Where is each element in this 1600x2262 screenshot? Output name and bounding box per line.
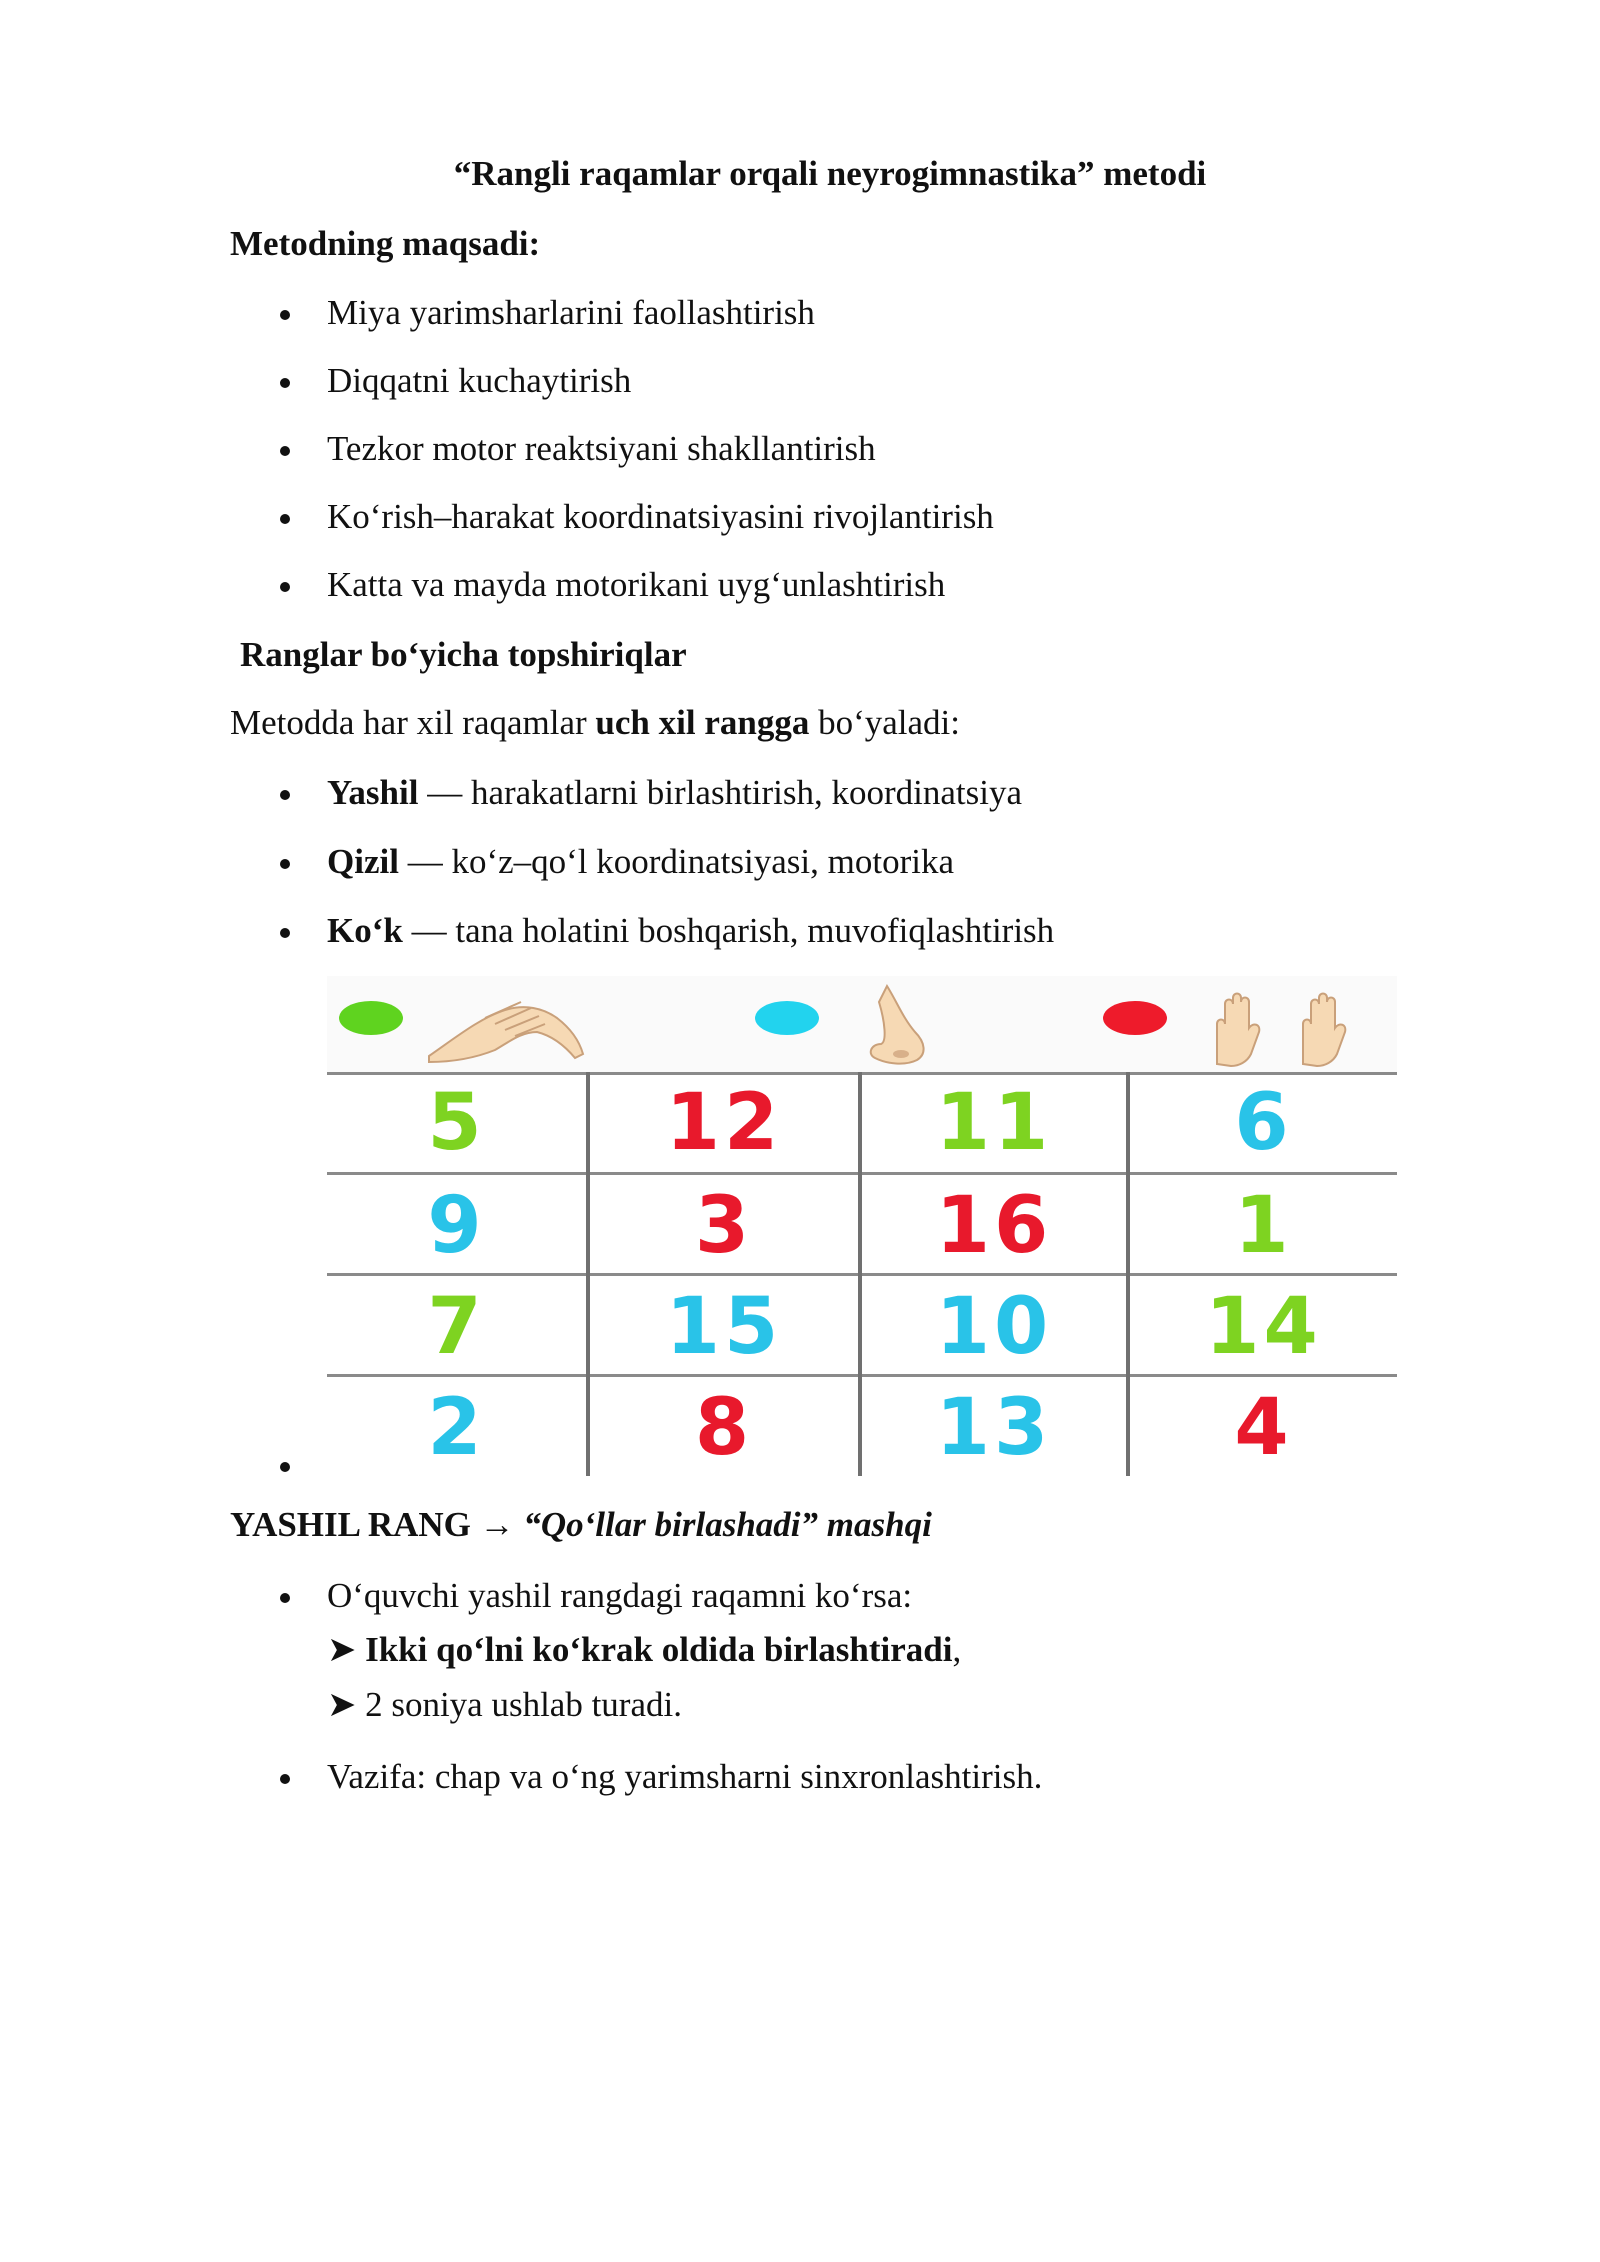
bullet xyxy=(280,859,290,869)
grid-number: 14 xyxy=(1205,1281,1322,1372)
bullet xyxy=(280,928,290,938)
goal-item: Tezkor motor reaktsiyani shakllantirish xyxy=(327,429,876,468)
grid-number: 11 xyxy=(935,1077,1053,1168)
page-title: “Rangli raqamlar orqali neyrogimnastika” metodi xyxy=(453,154,1207,193)
bullet xyxy=(280,1774,290,1784)
exercise-line: O‘quvchi yashil rangdagi raqamni ko‘rsa: xyxy=(327,1576,913,1615)
red-dot xyxy=(1103,1001,1167,1035)
green-dot xyxy=(339,1001,403,1035)
bullet xyxy=(280,790,290,800)
grid-number: 10 xyxy=(935,1281,1053,1372)
color-name: Yashil xyxy=(327,773,419,812)
bullet xyxy=(280,1593,290,1603)
grid-number: 6 xyxy=(1234,1077,1293,1168)
exercise-task: Vazifa: chap va o‘ng yarimsharni sinxronlashtirish. xyxy=(327,1757,1043,1796)
color-name: Ko‘k xyxy=(327,911,403,950)
color-task-item xyxy=(327,840,954,884)
exercise-heading xyxy=(230,1503,932,1547)
arrow: ➤ xyxy=(327,1630,366,1669)
color-desc: — ko‘z–qo‘l koordinatsiyasi, motorika xyxy=(398,842,954,881)
grid-number: 8 xyxy=(694,1382,754,1473)
grid-number: 9 xyxy=(427,1180,486,1271)
color-task-item xyxy=(327,909,1054,953)
grid-number: 13 xyxy=(935,1382,1053,1473)
blue-dot xyxy=(755,1001,819,1035)
goal-item: Ko‘rish–harakat koordinatsiyasini rivojlantirish xyxy=(327,497,994,536)
intro-part2: bo‘yaladi: xyxy=(809,703,960,742)
goal-item: Diqqatni kuchaytirish xyxy=(327,361,632,400)
number-grid xyxy=(327,1072,1397,1476)
raised-palms-icon xyxy=(1203,984,1383,1068)
comma: , xyxy=(952,1630,962,1669)
exercise-line xyxy=(327,1628,961,1672)
color-name: Qizil xyxy=(327,842,399,881)
bullet xyxy=(280,446,290,456)
nose-icon xyxy=(857,982,937,1068)
grid-number: 1 xyxy=(1234,1180,1293,1271)
colors-heading: Ranglar bo‘yicha topshiriqlar xyxy=(240,635,687,674)
bullet xyxy=(280,310,290,320)
goal-item: Miya yarimsharlarini faollashtirish xyxy=(327,293,815,332)
grid-number: 15 xyxy=(665,1281,783,1372)
grid-number: 7 xyxy=(427,1281,486,1372)
exercise-heading-part1: YASHIL RANG → xyxy=(230,1505,524,1544)
bullet xyxy=(280,1462,290,1472)
intro-paragraph xyxy=(230,701,960,745)
color-number-figure xyxy=(327,976,1397,1476)
bullet xyxy=(280,514,290,524)
grid-number: 12 xyxy=(665,1077,783,1168)
exercise-heading-part2: “Qo‘llar birlashadi” mashqi xyxy=(523,1505,932,1544)
intro-part1: Metodda har xil raqamlar xyxy=(230,703,596,742)
goal-heading: Metodning maqsadi: xyxy=(230,224,541,263)
color-task-item xyxy=(327,771,1022,815)
grid-number: 16 xyxy=(935,1180,1053,1271)
bullet xyxy=(280,378,290,388)
bullet xyxy=(280,582,290,592)
legend-strip xyxy=(327,976,1397,1072)
grid-number: 5 xyxy=(427,1077,486,1168)
color-desc: — harakatlarni birlashtirish, koordinatsiya xyxy=(418,773,1023,812)
intro-bold: uch xil rangga xyxy=(595,703,810,742)
exercise-bold: Ikki qo‘lni ko‘krak oldida birlashtiradi xyxy=(365,1630,953,1669)
clasped-hands-icon xyxy=(425,988,585,1068)
grid-number: 3 xyxy=(694,1180,754,1271)
color-desc: — tana holatini boshqarish, muvofiqlashtirish xyxy=(402,911,1055,950)
grid-number: 4 xyxy=(1234,1382,1293,1473)
exercise-line: ➤ 2 soniya ushlab turadi. xyxy=(327,1685,682,1724)
grid-number: 2 xyxy=(427,1382,486,1473)
goal-item: Katta va mayda motorikani uyg‘unlashtirish xyxy=(327,565,946,604)
